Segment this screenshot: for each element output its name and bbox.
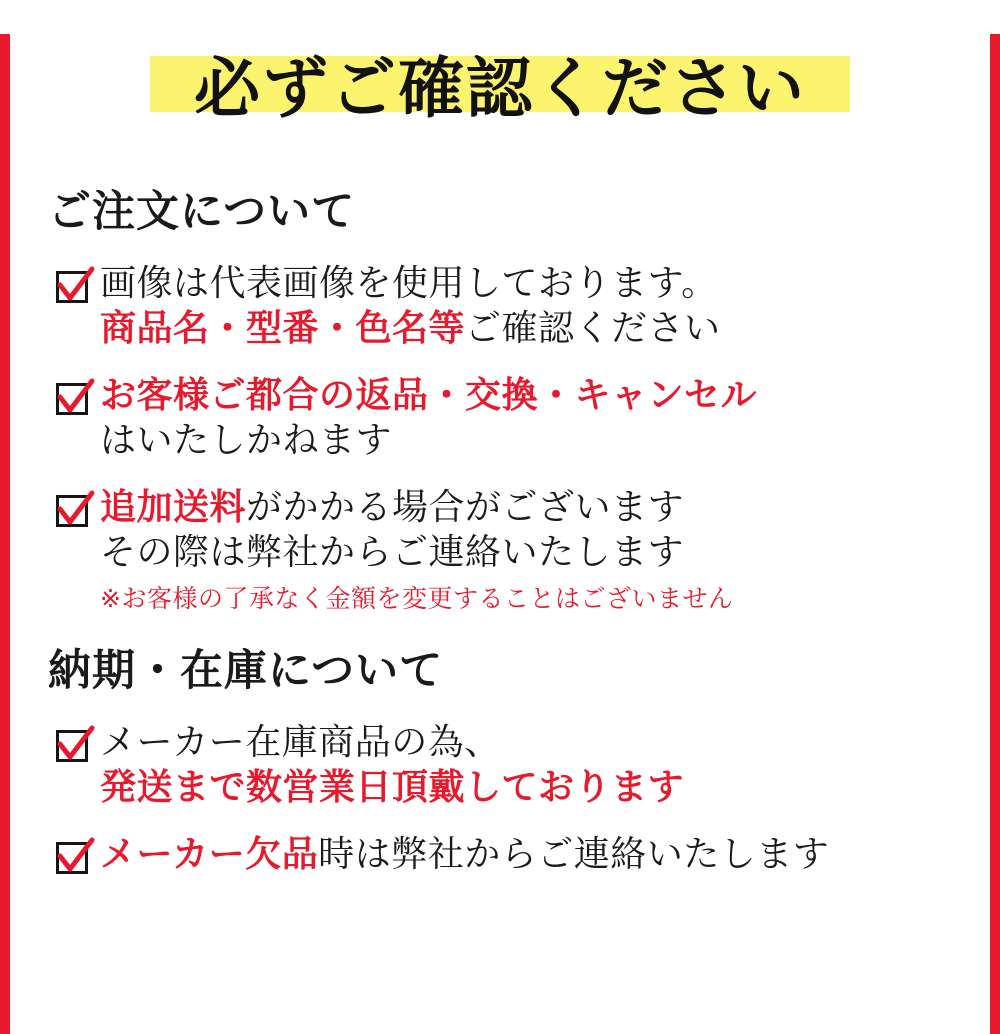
list-item-text [100,261,990,351]
text-line [100,306,990,351]
list-item [54,373,990,463]
text-span: はいたしかねます [100,420,393,461]
text-line [100,418,990,463]
section-heading-stock: 納期・在庫について [48,646,444,696]
text-span-emphasis: 発送まで数営業日頂戴しております [100,767,685,808]
text-span-emphasis: お客様ご都合の返品・交換・キャンセル [100,375,758,416]
page-title-banner [10,34,990,130]
text-span: がかかる場合がございます [246,487,685,528]
text-line [100,765,990,810]
list-item-text [100,485,990,615]
text-line [100,373,990,418]
text-span-emphasis: メーカー欠品 [100,834,319,875]
text-span: 画像は代表画像を使用しております。 [100,263,718,304]
text-line [100,720,990,765]
text-span-emphasis: 商品名・型番・色名等 [100,308,466,349]
text-line [100,261,990,306]
list-item [54,485,990,615]
text-span: 時は弊社からご連絡いたします [318,834,830,875]
text-span: その際は弊社からご連絡いたします [100,532,685,573]
notice-content [10,34,990,1034]
text-line [100,530,990,575]
list-item-text [100,373,990,463]
text-span: ご確認ください [465,308,721,349]
footnote: ※お客様の了承なく金額を変更することはございません [100,584,734,613]
text-span-emphasis: 追加送料 [100,487,247,528]
list-item [54,720,990,810]
page-title: 必ずご確認ください [194,49,806,127]
list-item [54,832,990,878]
checkbox-checked-icon [54,726,94,766]
checkbox-checked-icon [54,267,94,307]
list-item [54,261,990,351]
text-line [100,832,990,877]
text-line [100,485,990,530]
checkbox-checked-icon [54,491,94,531]
text-span: メーカー在庫商品の為、 [100,722,501,763]
list-item-text [100,832,990,877]
section-heading-order: ご注文について [48,187,356,237]
checkbox-checked-icon [54,379,94,419]
notice-page [0,34,1000,1034]
list-item-text [100,720,990,810]
checkbox-checked-icon [54,838,94,878]
